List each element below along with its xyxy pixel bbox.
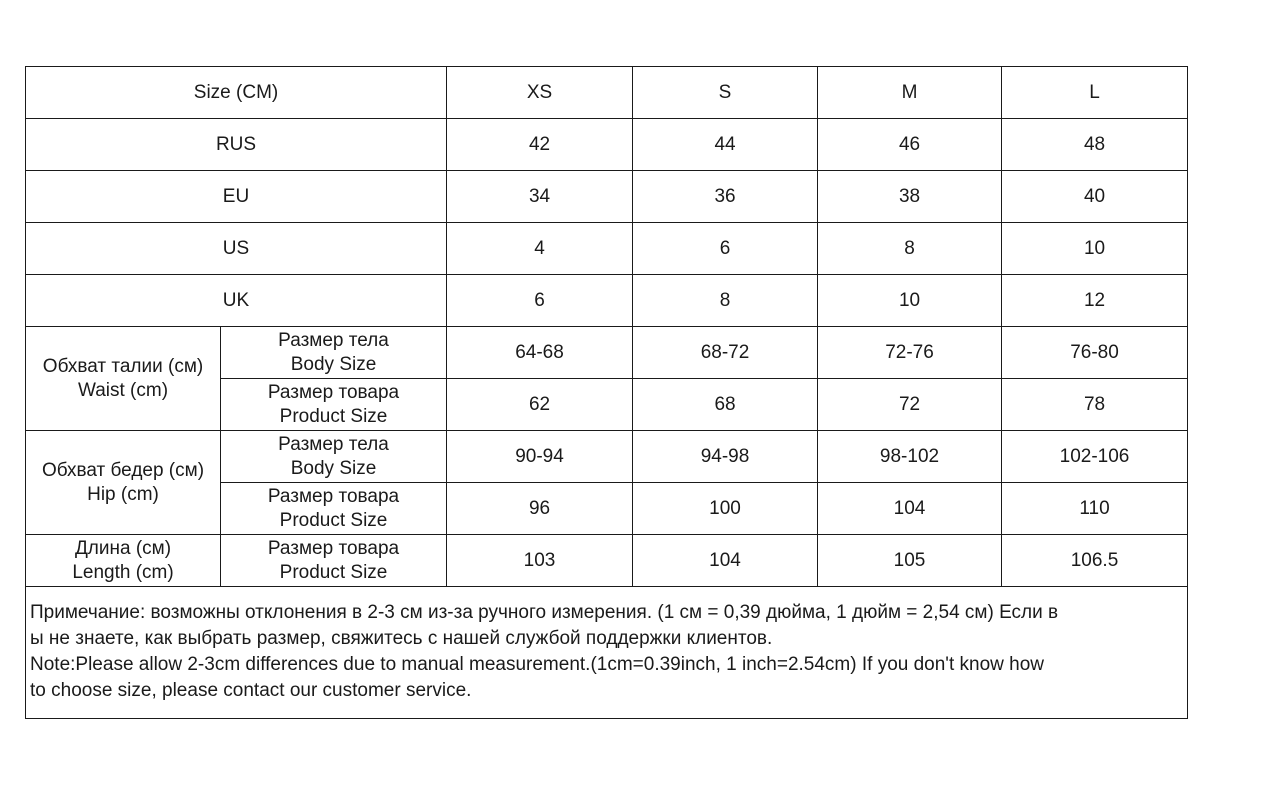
table-cell: 12 xyxy=(1002,275,1188,327)
table-row-rus xyxy=(26,119,1188,171)
measure-type-en: Product Size xyxy=(279,405,388,427)
table-cell: 8 xyxy=(818,223,1002,275)
measure-type-ru: Размер товара xyxy=(267,537,400,559)
measure-type-ru: Размер тела xyxy=(278,329,389,351)
table-cell: 6 xyxy=(633,223,818,275)
note-line-en-1: Note:Please allow 2-3cm differences due to manual measurement.(1cm=0.39inch, 1 inch=2.54cm) If you don't know how xyxy=(30,654,1044,675)
waist-label-en: Waist (cm) xyxy=(77,379,169,401)
table-cell: 34 xyxy=(447,171,633,223)
row-label-eu: EU xyxy=(26,171,447,223)
size-chart-table xyxy=(25,66,1188,719)
measure-type-en: Body Size xyxy=(290,457,377,479)
table-cell: 94-98 xyxy=(633,431,818,483)
table-cell: 6 xyxy=(447,275,633,327)
hip-label-cell xyxy=(26,431,221,535)
table-cell: 72 xyxy=(818,379,1002,431)
size-header-xs: XS xyxy=(447,67,633,119)
measure-type-cell xyxy=(221,327,447,379)
table-cell: 8 xyxy=(633,275,818,327)
table-cell: 105 xyxy=(818,535,1002,587)
length-label-en: Length (cm) xyxy=(72,561,174,583)
length-label-cell xyxy=(26,535,221,587)
measure-type-ru: Размер товара xyxy=(267,381,400,403)
size-header-s: S xyxy=(633,67,818,119)
table-cell: 78 xyxy=(1002,379,1188,431)
table-cell: 38 xyxy=(818,171,1002,223)
table-row-waist-body xyxy=(26,327,1188,379)
note-line-ru-2: ы не знаете, как выбрать размер, свяжитесь с нашей службой поддержки клиентов. xyxy=(30,628,773,649)
table-cell: 10 xyxy=(818,275,1002,327)
table-cell: 48 xyxy=(1002,119,1188,171)
row-label-uk: UK xyxy=(26,275,447,327)
table-cell: 104 xyxy=(818,483,1002,535)
table-cell: 72-76 xyxy=(818,327,1002,379)
table-cell: 76-80 xyxy=(1002,327,1188,379)
table-cell: 110 xyxy=(1002,483,1188,535)
measure-type-ru: Размер товара xyxy=(267,485,400,507)
table-cell: 64-68 xyxy=(447,327,633,379)
table-cell: 68-72 xyxy=(633,327,818,379)
table-cell: 68 xyxy=(633,379,818,431)
row-label-us: US xyxy=(26,223,447,275)
header-row xyxy=(26,67,1188,119)
size-header-l: L xyxy=(1002,67,1188,119)
waist-label-ru: Обхват талии (см) xyxy=(42,355,204,377)
table-cell: 36 xyxy=(633,171,818,223)
measure-type-en: Body Size xyxy=(290,353,377,375)
table-row-us xyxy=(26,223,1188,275)
header-label-cell: Size (CM) xyxy=(26,67,447,119)
table-cell: 42 xyxy=(447,119,633,171)
table-cell: 96 xyxy=(447,483,633,535)
table-cell: 104 xyxy=(633,535,818,587)
waist-label-cell xyxy=(26,327,221,431)
measure-type-ru: Размер тела xyxy=(278,433,389,455)
table-row-uk xyxy=(26,275,1188,327)
note-line-en-2: to choose size, please contact our customer service. xyxy=(30,680,472,701)
measure-type-en: Product Size xyxy=(279,509,388,531)
table-cell: 98-102 xyxy=(818,431,1002,483)
length-label-ru: Длина (см) xyxy=(74,537,172,559)
measure-type-cell xyxy=(221,431,447,483)
table-cell: 90-94 xyxy=(447,431,633,483)
measure-type-cell xyxy=(221,379,447,431)
size-header-m: M xyxy=(818,67,1002,119)
note-row xyxy=(26,587,1188,719)
hip-label-en: Hip (cm) xyxy=(87,483,159,505)
table-cell: 102-106 xyxy=(1002,431,1188,483)
table-cell: 103 xyxy=(447,535,633,587)
table-cell: 4 xyxy=(447,223,633,275)
measure-type-cell xyxy=(221,483,447,535)
note-line-ru-1: Примечание: возможны отклонения в 2-3 см из-за ручного измерения. (1 см = 0,39 дюйма, 1 дюйм = 2,54 см) Если в xyxy=(30,602,1059,623)
table-row-length-product xyxy=(26,535,1188,587)
table-cell: 62 xyxy=(447,379,633,431)
table-row-hip-body xyxy=(26,431,1188,483)
table-cell: 106.5 xyxy=(1002,535,1188,587)
table-cell: 40 xyxy=(1002,171,1188,223)
note-cell xyxy=(26,587,1188,719)
row-label-rus: RUS xyxy=(26,119,447,171)
table-cell: 44 xyxy=(633,119,818,171)
table-row-eu xyxy=(26,171,1188,223)
hip-label-ru: Обхват бедер (см) xyxy=(41,459,205,481)
table-cell: 100 xyxy=(633,483,818,535)
table-cell: 46 xyxy=(818,119,1002,171)
table-cell: 10 xyxy=(1002,223,1188,275)
measure-type-en: Product Size xyxy=(279,561,388,583)
measure-type-cell xyxy=(221,535,447,587)
